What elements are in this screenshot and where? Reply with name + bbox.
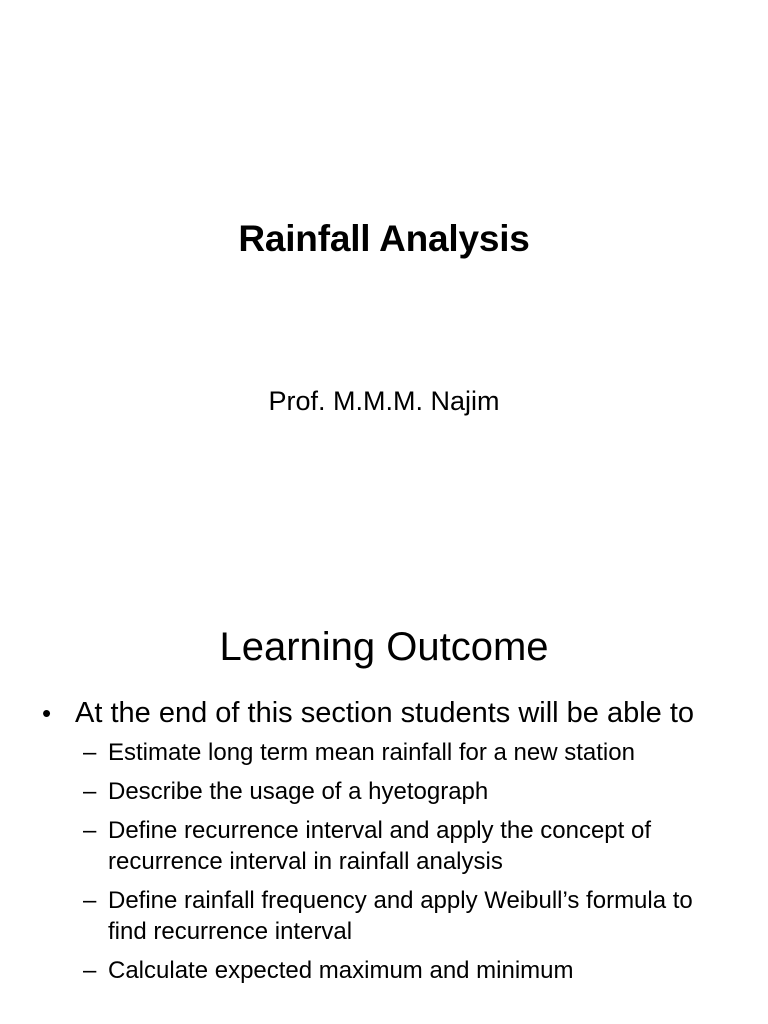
sub-bullet-text: Calculate expected maximum and minimum (108, 957, 574, 984)
bullet-text: At the end of this section students will be able to (75, 697, 695, 729)
sub-bullet-text: Estimate long term mean rainfall for a new station (108, 739, 635, 766)
dash-marker: – (83, 778, 97, 805)
sub-bullet-item (75, 815, 728, 877)
dash-marker: – (83, 817, 97, 844)
sub-bullet-item (75, 737, 728, 768)
slide-title: Learning Outcome (219, 625, 549, 669)
slide-title: Rainfall Analysis (238, 218, 530, 259)
sub-bullet-item (75, 776, 728, 807)
slide-author: Prof. M.M.M. Najim (268, 386, 500, 416)
bullet-item (42, 696, 728, 986)
sub-bullet-item (75, 955, 728, 986)
sub-bullet-text: Describe the usage of a hyetograph (108, 778, 489, 805)
dash-marker: – (83, 957, 97, 984)
learning-outcome-slide (0, 576, 768, 1024)
bullet-list (42, 696, 728, 994)
bullet-marker: • (42, 698, 52, 728)
dash-marker: – (83, 887, 97, 914)
sub-bullet-item (75, 885, 728, 947)
dash-marker: – (83, 739, 97, 766)
sub-bullet-text: Define rainfall frequency and apply Weibull’s formula to find recurrence interval (108, 887, 693, 945)
sub-bullet-list (75, 737, 728, 986)
sub-bullet-text: Define recurrence interval and apply the concept of recurrence interval in rainfall analysis (108, 817, 651, 875)
